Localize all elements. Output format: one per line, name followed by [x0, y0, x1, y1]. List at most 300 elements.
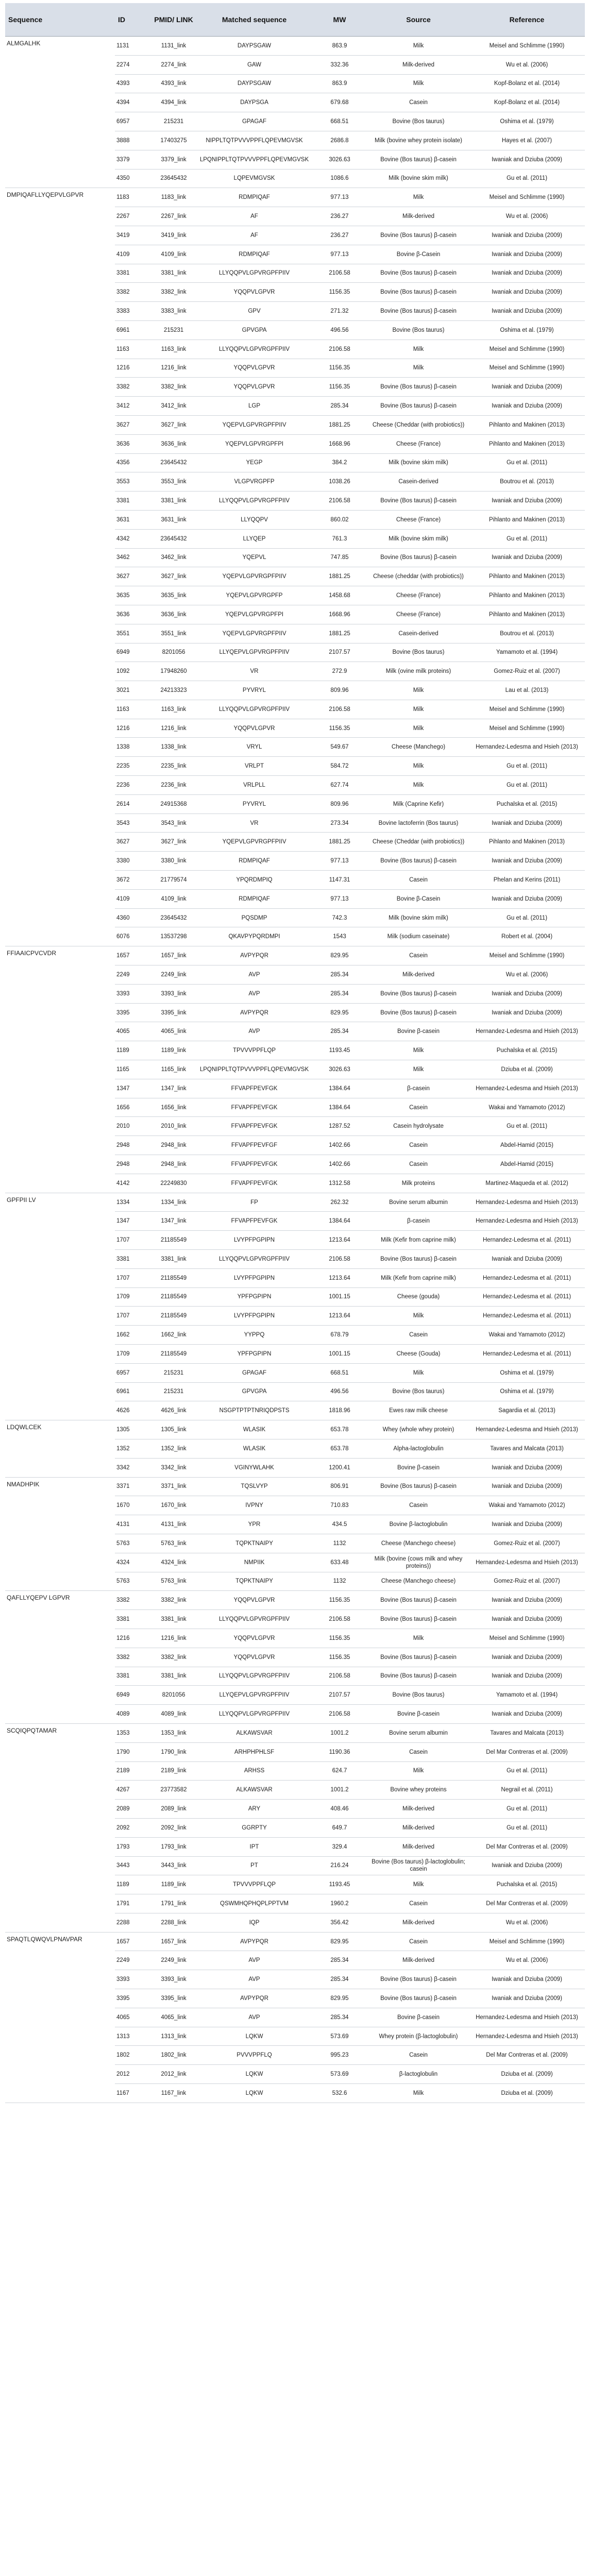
pmid-link-cell[interactable]: 8201056 [150, 1686, 197, 1705]
pmid-link-cell[interactable]: 3631_link [150, 510, 197, 529]
reference-cell: Wakai and Yamamoto (2012) [469, 1326, 585, 1345]
pmid-link-cell[interactable]: 3443_link [150, 1856, 197, 1875]
source-cell: Bovine (Bos taurus) β-casein [368, 283, 469, 302]
id-cell: 2274 [115, 55, 150, 74]
matched-sequence-cell: AVP [197, 2008, 311, 2027]
source-cell: Bovine whey proteins [368, 1781, 469, 1800]
id-cell: 3371 [115, 1477, 150, 1496]
matched-sequence-cell: TQSLVYP [197, 1477, 311, 1496]
pmid-link-cell[interactable]: 23645432 [150, 453, 197, 472]
pmid-link-cell[interactable]: 24213323 [150, 681, 197, 700]
reference-cell: Pihlanto and Makinen (2013) [469, 510, 585, 529]
mw-cell: 1287.52 [311, 1117, 368, 1136]
matched-sequence-cell: AVP [197, 1022, 311, 1041]
pmid-link-cell[interactable]: 23645432 [150, 529, 197, 548]
mw-cell: 679.68 [311, 93, 368, 112]
pmid-link-cell[interactable]: 1334_link [150, 1193, 197, 1212]
pmid-link-cell[interactable]: 5763_link [150, 1572, 197, 1591]
id-cell: 1707 [115, 1307, 150, 1326]
reference-cell: Gu et al. (2011) [469, 453, 585, 472]
reference-cell: Kopf-Bolanz et al. (2014) [469, 93, 585, 112]
pmid-link-cell[interactable]: 3636_link [150, 605, 197, 624]
reference-cell: Iwaniak and Dziuba (2009) [469, 1610, 585, 1629]
id-cell: 4360 [115, 908, 150, 927]
pmid-link-cell[interactable]: 1657_link [150, 1932, 197, 1951]
pmid-link-cell[interactable]: 1189_link [150, 1041, 197, 1060]
matched-sequence-cell: YQEPVLGPVRGPFP [197, 586, 311, 605]
pmid-link-cell[interactable]: 2249_link [150, 965, 197, 985]
source-cell: Milk-derived [368, 55, 469, 74]
matched-sequence-cell: AVP [197, 1951, 311, 1970]
table-row [5, 1591, 585, 1610]
source-cell: Milk (sodium caseinate) [368, 927, 469, 946]
pmid-link-cell[interactable]: 3553_link [150, 472, 197, 492]
reference-cell: Iwaniak and Dziuba (2009) [469, 1705, 585, 1724]
reference-cell: Hernandez-Ledesma et al. (2011) [469, 1231, 585, 1250]
header-id: ID [115, 3, 150, 37]
id-cell: 1313 [115, 2027, 150, 2046]
pmid-link-cell[interactable]: 24915368 [150, 794, 197, 814]
pmid-link-cell[interactable]: 17403275 [150, 131, 197, 150]
mw-cell: 1402.66 [311, 1155, 368, 1174]
reference-cell: Del Mar Contreras et al. (2009) [469, 1894, 585, 1913]
reference-cell: Gu et al. (2011) [469, 529, 585, 548]
id-cell: 4065 [115, 1022, 150, 1041]
pmid-link-cell[interactable]: 3393_link [150, 1970, 197, 1989]
matched-sequence-cell: VRYL [197, 738, 311, 757]
mw-cell: 809.96 [311, 794, 368, 814]
pmid-link-cell[interactable]: 21779574 [150, 871, 197, 890]
pmid-link-cell[interactable]: 3381_link [150, 1250, 197, 1269]
mw-cell: 1001.2 [311, 1723, 368, 1742]
reference-cell: Hernandez-Ledesma et al. (2011) [469, 1307, 585, 1326]
pmid-link-cell[interactable]: 1167_link [150, 2084, 197, 2103]
source-cell: Milk [368, 2084, 469, 2103]
reference-cell: Boutrou et al. (2013) [469, 472, 585, 492]
reference-cell: Hernandez-Ledesma and Hsieh (2013) [469, 1079, 585, 1098]
id-cell: 1131 [115, 37, 150, 56]
source-cell: Bovine (Bos taurus) β-casein [368, 226, 469, 245]
source-cell: Bovine (Bos taurus) [368, 1382, 469, 1401]
matched-sequence-cell: AVP [197, 965, 311, 985]
matched-sequence-cell: AVPYPQR [197, 1932, 311, 1951]
pmid-link-cell[interactable]: 13537298 [150, 927, 197, 946]
id-cell: 4142 [115, 1174, 150, 1193]
pmid-link-cell[interactable]: 3627_link [150, 415, 197, 434]
id-cell: 4393 [115, 74, 150, 93]
pmid-link-cell[interactable]: 1352_link [150, 1439, 197, 1458]
matched-sequence-cell: LLYQEP [197, 529, 311, 548]
pmid-link-cell[interactable]: 1347_link [150, 1212, 197, 1231]
mw-cell: 668.51 [311, 112, 368, 131]
id-cell: 3393 [115, 984, 150, 1003]
reference-cell: Pihlanto and Makinen (2013) [469, 833, 585, 852]
pmid-link-cell[interactable]: 3382_link [150, 283, 197, 302]
pmid-link-cell[interactable]: 1790_link [150, 1742, 197, 1761]
pmid-link-cell[interactable]: 3381_link [150, 1610, 197, 1629]
pmid-link-cell[interactable]: 3342_link [150, 1458, 197, 1477]
matched-sequence-cell: YQEPVLGPVRGPFPIIV [197, 624, 311, 643]
pmid-link-cell[interactable]: 3381_link [150, 264, 197, 283]
pmid-link-cell[interactable]: 8201056 [150, 643, 197, 662]
pmid-link-cell[interactable]: 2236_link [150, 776, 197, 795]
pmid-link-cell[interactable]: 4131_link [150, 1515, 197, 1534]
source-cell: Milk [368, 681, 469, 700]
matched-sequence-cell: TPVVVPPFLQP [197, 1041, 311, 1060]
matched-sequence-cell: LPQNIPPLTQTPVVVPPFLQPEVMGVSK [197, 150, 311, 169]
matched-sequence-cell: LGP [197, 397, 311, 416]
reference-cell: Iwaniak and Dziuba (2009) [469, 1648, 585, 1667]
pmid-link-cell[interactable]: 21185549 [150, 1344, 197, 1363]
source-cell: Cheese (Manchego) [368, 738, 469, 757]
matched-sequence-cell: AVPYPQR [197, 946, 311, 965]
matched-sequence-cell: AF [197, 207, 311, 226]
pmid-link-cell[interactable]: 4109_link [150, 245, 197, 264]
pmid-link-cell[interactable]: 1791_link [150, 1894, 197, 1913]
reference-cell: Iwaniak and Dziuba (2009) [469, 378, 585, 397]
matched-sequence-cell: LPQNIPPLTQTPVVVPPFLQPEVMGVSK [197, 1060, 311, 1079]
mw-cell: 2686.8 [311, 131, 368, 150]
pmid-link-cell[interactable]: 3543_link [150, 814, 197, 833]
reference-cell: Oshima et al. (1979) [469, 112, 585, 131]
id-cell: 1656 [115, 1098, 150, 1117]
matched-sequence-cell: FFVAPFPEVFGK [197, 1155, 311, 1174]
source-cell: Milk-derived [368, 207, 469, 226]
id-cell: 2267 [115, 207, 150, 226]
pmid-link-cell[interactable]: 1802_link [150, 2046, 197, 2065]
reference-cell: Tavares and Malcata (2013) [469, 1439, 585, 1458]
reference-cell: Iwaniak and Dziuba (2009) [469, 1458, 585, 1477]
mw-cell: 285.34 [311, 1970, 368, 1989]
pmid-link-cell[interactable]: 21185549 [150, 1307, 197, 1326]
pmid-link-cell[interactable]: 2274_link [150, 55, 197, 74]
mw-cell: 1200.41 [311, 1458, 368, 1477]
sequence-cell: LDQWLCEK [5, 1420, 115, 1477]
pmid-link-cell[interactable]: 3627_link [150, 833, 197, 852]
pmid-link-cell[interactable]: 3462_link [150, 548, 197, 567]
reference-cell: Gu et al. (2011) [469, 1800, 585, 1819]
reference-cell: Iwaniak and Dziuba (2009) [469, 264, 585, 283]
matched-sequence-cell: GAW [197, 55, 311, 74]
id-cell: 2089 [115, 1800, 150, 1819]
id-cell: 1305 [115, 1420, 150, 1439]
source-cell: Milk (Caprine Kefir) [368, 794, 469, 814]
source-cell: Cheese (Gouda) [368, 1344, 469, 1363]
mw-cell: 496.56 [311, 320, 368, 340]
source-cell: Cheese (cheddar (with probiotics)) [368, 567, 469, 586]
reference-cell: Gu et al. (2011) [469, 1761, 585, 1781]
source-cell: Milk (bovine whey protein isolate) [368, 131, 469, 150]
reference-cell: Gu et al. (2011) [469, 776, 585, 795]
source-cell: Milk (bovine (cows milk and whey proteins)) [368, 1553, 469, 1572]
pmid-link-cell[interactable]: 1163_link [150, 340, 197, 359]
id-cell: 3381 [115, 1610, 150, 1629]
mw-cell: 2106.58 [311, 492, 368, 511]
source-cell: Milk (bovine skim milk) [368, 908, 469, 927]
pmid-link-cell[interactable]: 4394_link [150, 93, 197, 112]
source-cell: Milk-derived [368, 1913, 469, 1932]
pmid-link-cell[interactable]: 1313_link [150, 2027, 197, 2046]
id-cell: 3672 [115, 871, 150, 890]
mw-cell: 1668.96 [311, 434, 368, 453]
mw-cell: 549.67 [311, 738, 368, 757]
pmid-link-cell[interactable]: 3395_link [150, 1003, 197, 1022]
reference-cell: Iwaniak and Dziuba (2009) [469, 1515, 585, 1534]
sequence-cell: QAFLLYQEPV LGPVR [5, 1591, 115, 1724]
reference-cell: Hernandez-Ledesma and Hsieh (2013) [469, 1193, 585, 1212]
pmid-link-cell[interactable]: 1216_link [150, 359, 197, 378]
reference-cell: Negrail et al. (2011) [469, 1781, 585, 1800]
matched-sequence-cell: LQPEVMGVSK [197, 169, 311, 188]
mw-cell: 3026.63 [311, 150, 368, 169]
pmid-link-cell[interactable]: 21185549 [150, 1287, 197, 1307]
source-cell: Bovine (Bos taurus) β-casein [368, 150, 469, 169]
mw-cell: 236.27 [311, 207, 368, 226]
source-cell: Bovine (Bos taurus) β-casein [368, 492, 469, 511]
pmid-link-cell[interactable]: 3382_link [150, 378, 197, 397]
pmid-link-cell[interactable]: 215231 [150, 1363, 197, 1382]
id-cell: 3419 [115, 226, 150, 245]
reference-cell: Wu et al. (2006) [469, 1951, 585, 1970]
id-cell: 5763 [115, 1572, 150, 1591]
pmid-link-cell[interactable]: 215231 [150, 112, 197, 131]
reference-cell: Abdel-Hamid (2015) [469, 1155, 585, 1174]
pmid-link-cell[interactable]: 1165_link [150, 1060, 197, 1079]
pmid-link-cell[interactable]: 215231 [150, 320, 197, 340]
pmid-link-cell[interactable]: 2189_link [150, 1761, 197, 1781]
matched-sequence-cell: PQSDMP [197, 908, 311, 927]
id-cell: 3627 [115, 833, 150, 852]
mw-cell: 829.95 [311, 1989, 368, 2008]
id-cell: 2249 [115, 1951, 150, 1970]
matched-sequence-cell: LLYQQPVLGPVRGPFPIIV [197, 700, 311, 719]
header-row [5, 3, 585, 37]
pmid-link-cell[interactable]: 3371_link [150, 1477, 197, 1496]
pmid-link-cell[interactable]: 2948_link [150, 1155, 197, 1174]
matched-sequence-cell: FFVAPFPEVFGK [197, 1212, 311, 1231]
pmid-link-cell[interactable]: 3382_link [150, 1648, 197, 1667]
mw-cell: 2106.58 [311, 1667, 368, 1686]
pmid-link-cell[interactable]: 4065_link [150, 2008, 197, 2027]
id-cell: 1662 [115, 1326, 150, 1345]
source-cell: Bovine (Bos taurus) β-casein [368, 1477, 469, 1496]
pmid-link-cell[interactable]: 1657_link [150, 946, 197, 965]
mw-cell: 1038.26 [311, 472, 368, 492]
id-cell: 3382 [115, 1591, 150, 1610]
pmid-link-cell[interactable]: 22249830 [150, 1174, 197, 1193]
reference-cell: Boutrou et al. (2013) [469, 624, 585, 643]
matched-sequence-cell: ARHSS [197, 1761, 311, 1781]
id-cell: 4109 [115, 889, 150, 908]
reference-cell: Iwaniak and Dziuba (2009) [469, 889, 585, 908]
pmid-link-cell[interactable]: 1347_link [150, 1079, 197, 1098]
pmid-link-cell[interactable]: 1305_link [150, 1420, 197, 1439]
pmid-link-cell[interactable]: 23645432 [150, 908, 197, 927]
mw-cell: 1881.25 [311, 567, 368, 586]
source-cell: Bovine (Bos taurus) β-casein [368, 1250, 469, 1269]
pmid-link-cell[interactable]: 3381_link [150, 492, 197, 511]
pmid-link-cell[interactable]: 1189_link [150, 1875, 197, 1894]
reference-cell: Abdel-Hamid (2015) [469, 1136, 585, 1155]
source-cell: Milk [368, 719, 469, 738]
source-cell: Bovine (Bos taurus) β-casein [368, 1610, 469, 1629]
reference-cell: Hernandez-Ledesma et al. (2011) [469, 1344, 585, 1363]
id-cell: 3382 [115, 283, 150, 302]
reference-cell: Hernandez-Ledesma et al. (2011) [469, 1287, 585, 1307]
reference-cell: Robert et al. (2004) [469, 927, 585, 946]
matched-sequence-cell: QSWMHQPHQPLPPTVM [197, 1894, 311, 1913]
matched-sequence-cell: VRLPLL [197, 776, 311, 795]
pmid-link-cell[interactable]: 3395_link [150, 1989, 197, 2008]
pmid-link-cell[interactable]: 1163_link [150, 700, 197, 719]
matched-sequence-cell: IPT [197, 1837, 311, 1856]
source-cell: Milk [368, 1041, 469, 1060]
table-header [5, 3, 585, 37]
reference-cell: Wakai and Yamamoto (2012) [469, 1098, 585, 1117]
pmid-link-cell[interactable]: 4626_link [150, 1401, 197, 1420]
pmid-link-cell[interactable]: 4393_link [150, 74, 197, 93]
id-cell: 1709 [115, 1287, 150, 1307]
pmid-link-cell[interactable]: 4065_link [150, 1022, 197, 1041]
reference-cell: Iwaniak and Dziuba (2009) [469, 852, 585, 871]
reference-cell: Iwaniak and Dziuba (2009) [469, 245, 585, 264]
mw-cell: 977.13 [311, 188, 368, 207]
pmid-link-cell[interactable]: 1338_link [150, 738, 197, 757]
mw-cell: 1147.31 [311, 871, 368, 890]
source-cell: Cheese (Cheddar (with probiotics)) [368, 415, 469, 434]
pmid-link-cell[interactable]: 4089_link [150, 1705, 197, 1724]
source-cell: Casein [368, 1742, 469, 1761]
pmid-link-cell[interactable]: 3419_link [150, 226, 197, 245]
pmid-link-cell[interactable]: 3382_link [150, 1591, 197, 1610]
id-cell: 2948 [115, 1136, 150, 1155]
matched-sequence-cell: YPFPGPIPN [197, 1287, 311, 1307]
mw-cell: 809.96 [311, 681, 368, 700]
mw-cell: 1668.96 [311, 605, 368, 624]
pmid-link-cell[interactable]: 3380_link [150, 852, 197, 871]
source-cell: Bovine lactoferrin (Bos taurus) [368, 814, 469, 833]
matched-sequence-cell: QKAVPYPQRDMPI [197, 927, 311, 946]
pmid-link-cell[interactable]: 2288_link [150, 1913, 197, 1932]
table-row [5, 1932, 585, 1951]
reference-cell: Iwaniak and Dziuba (2009) [469, 1591, 585, 1610]
pmid-link-cell[interactable]: 5763_link [150, 1534, 197, 1553]
mw-cell: 573.69 [311, 2065, 368, 2084]
mw-cell: 1960.2 [311, 1894, 368, 1913]
id-cell: 3383 [115, 302, 150, 321]
pmid-link-cell[interactable]: 1216_link [150, 719, 197, 738]
pmid-link-cell[interactable]: 1216_link [150, 1629, 197, 1648]
pmid-link-cell[interactable]: 215231 [150, 1382, 197, 1401]
matched-sequence-cell: PYVRYL [197, 794, 311, 814]
pmid-link-cell[interactable]: 2012_link [150, 2065, 197, 2084]
pmid-link-cell[interactable]: 1656_link [150, 1098, 197, 1117]
pmid-link-cell[interactable]: 3381_link [150, 1667, 197, 1686]
pmid-link-cell[interactable]: 1793_link [150, 1837, 197, 1856]
table-row [5, 37, 585, 56]
pmid-link-cell[interactable]: 23773582 [150, 1781, 197, 1800]
reference-cell: Dziuba et al. (2009) [469, 2065, 585, 2084]
pmid-link-cell[interactable]: 3383_link [150, 302, 197, 321]
id-cell: 1183 [115, 188, 150, 207]
reference-cell: Meisel and Schlimme (1990) [469, 719, 585, 738]
mw-cell: 384.2 [311, 453, 368, 472]
pmid-link-cell[interactable]: 2948_link [150, 1136, 197, 1155]
id-cell: 3543 [115, 814, 150, 833]
matched-sequence-cell: YQQPVLGPVR [197, 1591, 311, 1610]
source-cell: Bovine β-casein [368, 2008, 469, 2027]
id-cell: 2235 [115, 757, 150, 776]
id-cell: 4342 [115, 529, 150, 548]
pmid-link-cell[interactable]: 1183_link [150, 188, 197, 207]
pmid-link-cell[interactable]: 2249_link [150, 1951, 197, 1970]
id-cell: 1791 [115, 1894, 150, 1913]
reference-cell: Iwaniak and Dziuba (2009) [469, 1989, 585, 2008]
pmid-link-cell[interactable]: 1353_link [150, 1723, 197, 1742]
pmid-link-cell[interactable]: 2092_link [150, 1818, 197, 1837]
id-cell: 1709 [115, 1344, 150, 1363]
reference-cell: Oshima et al. (1979) [469, 320, 585, 340]
pmid-link-cell[interactable]: 3635_link [150, 586, 197, 605]
pmid-link-cell[interactable]: 1670_link [150, 1496, 197, 1515]
sequence-cell: FFIAAICPVCVDR [5, 946, 115, 1193]
mw-cell: 1156.35 [311, 1591, 368, 1610]
mw-cell: 1193.45 [311, 1875, 368, 1894]
matched-sequence-cell: WLASIK [197, 1439, 311, 1458]
matched-sequence-cell: PYVRYL [197, 681, 311, 700]
pmid-link-cell[interactable]: 3636_link [150, 434, 197, 453]
pmid-link-cell[interactable]: 2235_link [150, 757, 197, 776]
pmid-link-cell[interactable]: 21185549 [150, 1268, 197, 1287]
matched-sequence-cell: YQQPVLGPVR [197, 378, 311, 397]
pmid-link-cell[interactable]: 3627_link [150, 567, 197, 586]
pmid-link-cell[interactable]: 3412_link [150, 397, 197, 416]
pmid-link-cell[interactable]: 23645432 [150, 169, 197, 188]
pmid-link-cell[interactable]: 3551_link [150, 624, 197, 643]
pmid-link-cell[interactable]: 4109_link [150, 889, 197, 908]
matched-sequence-cell: GPVGPA [197, 320, 311, 340]
pmid-link-cell[interactable]: 1131_link [150, 37, 197, 56]
pmid-link-cell[interactable]: 1662_link [150, 1326, 197, 1345]
id-cell: 4267 [115, 1781, 150, 1800]
pmid-link-cell[interactable]: 17948260 [150, 662, 197, 681]
reference-cell: Gomez-Ruiz et al. (2007) [469, 662, 585, 681]
matched-sequence-cell: FFVAPFPEVFGF [197, 1136, 311, 1155]
matched-sequence-cell: GPV [197, 302, 311, 321]
id-cell: 2236 [115, 776, 150, 795]
source-cell: Casein [368, 1894, 469, 1913]
pmid-link-cell[interactable]: 2010_link [150, 1117, 197, 1136]
matched-sequence-cell: YQEPVLGPVRGPFPIIV [197, 567, 311, 586]
id-cell: 1165 [115, 1060, 150, 1079]
source-cell: Bovine (Bos taurus) β-casein [368, 548, 469, 567]
reference-cell: Phelan and Kerins (2011) [469, 871, 585, 890]
matched-sequence-cell: AVP [197, 984, 311, 1003]
pmid-link-cell[interactable]: 4324_link [150, 1553, 197, 1572]
source-cell: Casein [368, 871, 469, 890]
pmid-link-cell[interactable]: 2089_link [150, 1800, 197, 1819]
mw-cell: 2106.58 [311, 264, 368, 283]
id-cell: 3381 [115, 492, 150, 511]
matched-sequence-cell: DAYPSGAW [197, 37, 311, 56]
pmid-link-cell[interactable]: 3393_link [150, 984, 197, 1003]
id-cell: 3627 [115, 415, 150, 434]
mw-cell: 1818.96 [311, 1401, 368, 1420]
matched-sequence-cell: ALKAWSVAR [197, 1723, 311, 1742]
pmid-link-cell[interactable]: 2267_link [150, 207, 197, 226]
pmid-link-cell[interactable]: 21185549 [150, 1231, 197, 1250]
pmid-link-cell[interactable]: 3379_link [150, 150, 197, 169]
